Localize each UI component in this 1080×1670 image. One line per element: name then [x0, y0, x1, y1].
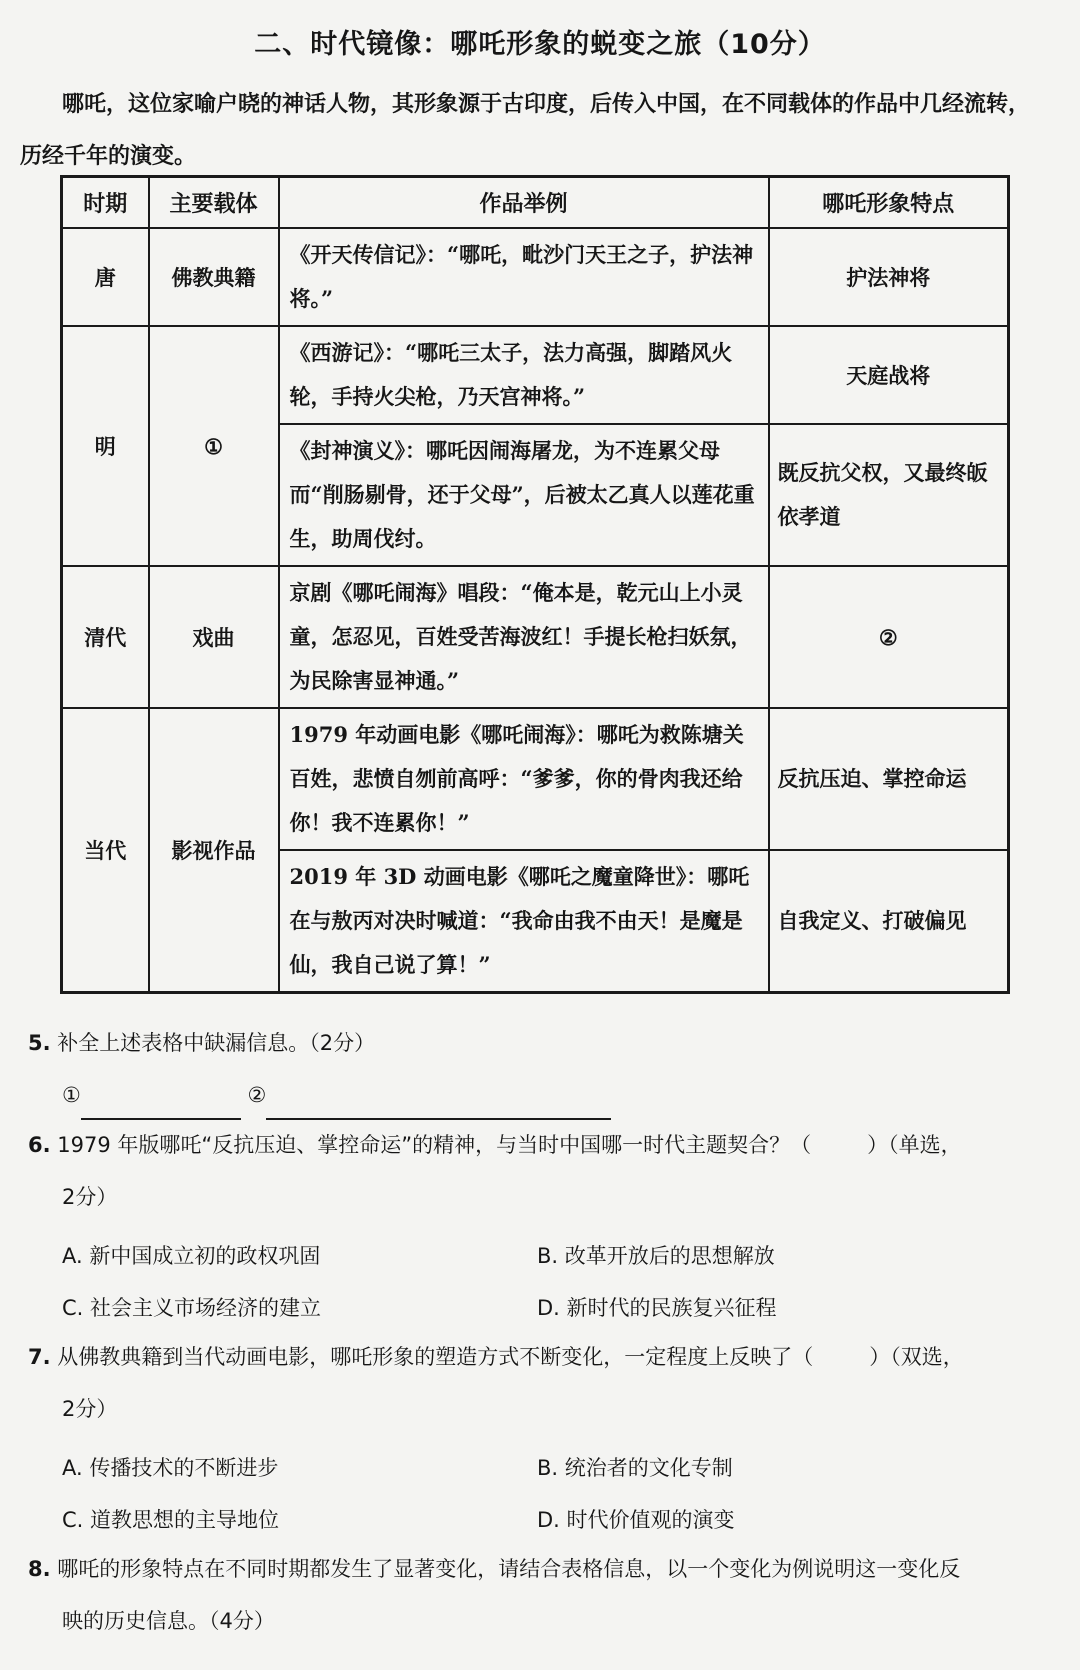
period-cell: 唐 [62, 228, 149, 326]
carrier-cell: 佛教典籍 [149, 228, 279, 326]
question-text: 哪吒的形象特点在不同时期都发生了显著变化，请结合表格信息，以一个变化为例说明这一变化反 [57, 1557, 961, 1581]
answer-blank-2[interactable] [266, 1092, 611, 1120]
feature-cell: 自我定义、打破偏见 [769, 850, 1009, 993]
question-8 [28, 1544, 1058, 1594]
intro-paragraph: 哪吒，这位家喻户晓的神话人物，其形象源于古印度，后传入中国，在不同载体的作品中几经流转，历经千年的演变。 [20, 91, 1031, 169]
feature-cell: 既反抗父权，又最终皈依孝道 [769, 424, 1009, 566]
answer-marker-1: ① [62, 1083, 81, 1107]
period-cell: 清代 [62, 566, 149, 708]
option-b[interactable]: B. 统治者的文化专制 [537, 1456, 733, 1480]
work-cell: 2019 年 3D 动画电影《哪吒之魔童降世》：哪吒在与敖丙对决时喊道：“我命由我不由天！是魔是仙，我自己说了算！” [279, 850, 769, 993]
question-text: 从佛教典籍到当代动画电影，哪吒形象的塑造方式不断变化，一定程度上反映了（ [57, 1345, 814, 1369]
evolution-table [60, 175, 1010, 994]
carrier-cell-blank-1: ① [149, 326, 279, 566]
table-header-row [62, 177, 1009, 229]
question-6-cont: 2分） [62, 1185, 118, 1209]
feature-cell-blank-2: ② [769, 566, 1009, 708]
header-features: 哪吒形象特点 [769, 177, 1009, 229]
table-row-ming-1 [62, 326, 1009, 424]
section-title: 二、时代镜像：哪吒形象的蜕变之旅（10分） [254, 29, 826, 60]
option-d[interactable]: D. 时代价值观的演变 [537, 1508, 735, 1532]
question-number: 8. [28, 1557, 51, 1581]
table-row-qing [62, 566, 1009, 708]
option-a[interactable]: A. 新中国成立初的政权巩固 [62, 1244, 321, 1268]
answer-marker-2: ② [247, 1083, 267, 1107]
question-6 [28, 1120, 1058, 1170]
question-text: 补全上述表格中缺漏信息。（2分） [57, 1031, 376, 1055]
feature-cell: 护法神将 [769, 228, 1009, 326]
option-a[interactable]: A. 传播技术的不断进步 [62, 1456, 279, 1480]
table-row-modern-1 [62, 708, 1009, 850]
question-7-cont: 2分） [62, 1397, 118, 1421]
question-5 [28, 1018, 1058, 1068]
table-row-tang [62, 228, 1009, 326]
question-text: 1979 年版哪吒“反抗压迫、掌控命运”的精神，与当时中国哪一时代主题契合？（ [57, 1133, 812, 1157]
period-cell: 明 [62, 326, 149, 566]
question-number: 6. [28, 1133, 51, 1157]
question-type: ）（单选， [867, 1133, 962, 1157]
question-number: 7. [28, 1345, 51, 1369]
option-d[interactable]: D. 新时代的民族复兴征程 [537, 1296, 777, 1320]
header-period: 时期 [62, 177, 149, 229]
question-number: 5. [28, 1031, 51, 1055]
work-cell: 《西游记》：“哪吒三太子，法力高强，脚踏风火轮，手持火尖枪，乃天宫神将。” [279, 326, 769, 424]
work-cell: 1979 年动画电影《哪吒闹海》：哪吒为救陈塘关百姓，悲愤自刎前高呼：“爹爹，你的骨肉我还给你！我不连累你！” [279, 708, 769, 850]
option-c[interactable]: C. 社会主义市场经济的建立 [62, 1296, 322, 1320]
option-c[interactable]: C. 道教思想的主导地位 [62, 1508, 280, 1532]
header-works: 作品举例 [279, 177, 769, 229]
period-cell: 当代 [62, 708, 149, 993]
carrier-cell: 影视作品 [149, 708, 279, 993]
carrier-cell: 戏曲 [149, 566, 279, 708]
question-8-cont: 映的历史信息。（4分） [62, 1609, 275, 1633]
answer-blank-1[interactable] [81, 1092, 241, 1120]
header-carrier: 主要载体 [149, 177, 279, 229]
feature-cell: 天庭战将 [769, 326, 1009, 424]
question-type: ）（双选， [869, 1345, 964, 1369]
q5-answer-line [62, 1070, 1080, 1120]
work-cell: 《开天传信记》：“哪吒，毗沙门天王之子，护法神将。” [279, 228, 769, 326]
work-cell: 《封神演义》：哪吒因闹海屠龙，为不连累父母而“削肠剔骨，还于父母”，后被太乙真人以莲花重生，助周伐纣。 [279, 424, 769, 566]
question-7 [28, 1332, 1058, 1382]
option-b[interactable]: B. 改革开放后的思想解放 [537, 1244, 775, 1268]
work-cell: 京剧《哪吒闹海》唱段：“俺本是，乾元山上小灵童，怎忍见，百姓受苦海波红！手提长枪扫妖氛，为民除害显神通。” [279, 566, 769, 708]
feature-cell: 反抗压迫、掌控命运 [769, 708, 1009, 850]
